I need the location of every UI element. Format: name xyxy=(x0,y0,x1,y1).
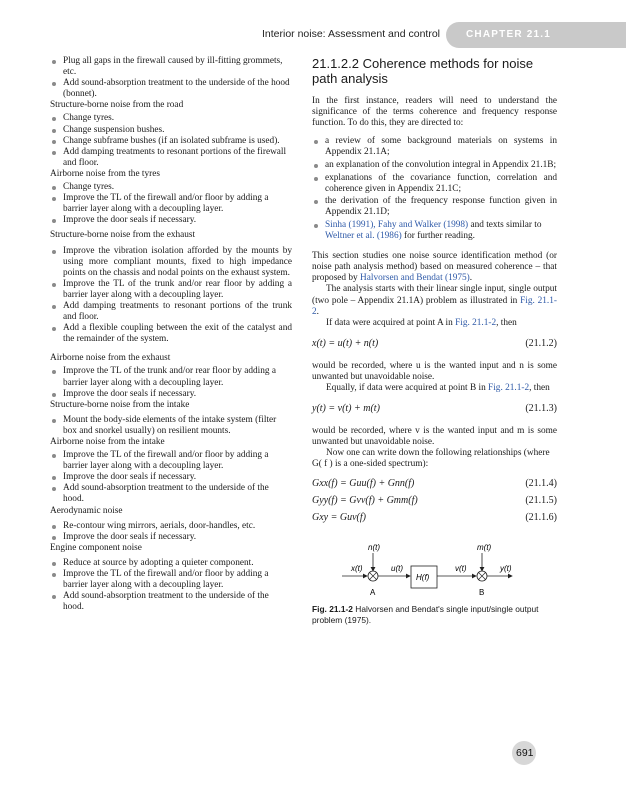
label-y: y(t) xyxy=(500,564,512,574)
citation-link[interactable]: Sinha (1991), Fahy and Walker (1998) xyxy=(325,219,469,230)
label-h: H(f) xyxy=(416,573,430,583)
label-u: u(t) xyxy=(391,564,403,574)
equation-number: (21.1.4) xyxy=(525,478,557,490)
left-column xyxy=(50,56,292,613)
equation-number: (21.1.6) xyxy=(525,512,557,524)
list-item: Plug all gaps in the firewall caused by ill-fitting grommets, etc. xyxy=(50,56,292,78)
equation-number: (21.1.3) xyxy=(525,403,557,415)
list-exhaust-airborne xyxy=(50,366,292,399)
chapter-tab xyxy=(446,22,626,48)
equation xyxy=(312,478,557,492)
section-engine-component: Engine component noise xyxy=(50,542,142,553)
list-aerodynamic xyxy=(50,521,292,543)
figure-link[interactable]: Fig. 21.1-2 xyxy=(455,317,497,328)
paragraph: Now one can write down the following relationships (where G( f ) is a one-sided spectrum): xyxy=(312,448,550,470)
paragraph: If data were acquired at point A in Fig. 21.1-2, then xyxy=(326,317,517,328)
figure-link[interactable]: Fig. 21.1-2 xyxy=(312,295,558,317)
section-intake-airborne: Airborne noise from the intake xyxy=(50,437,165,447)
running-title: Interior noise: Assessment and control xyxy=(261,28,440,40)
list-item: Improve the TL of the trunk and/or rear floor by adding a barrier layer along with a decoupling layer. xyxy=(50,366,292,388)
equation-expression: Gxx(f) = Guu(f) + Gnn(f) xyxy=(312,478,415,490)
equation xyxy=(312,338,557,352)
list-intake-structure xyxy=(50,415,292,437)
list-item: Mount the body-side elements of the intake system (filter box and snorkel usually) on resilient mounts. xyxy=(50,415,292,437)
list-item: Add sound-absorption treatment to the underside of the hood. xyxy=(50,483,292,505)
page-header xyxy=(0,22,626,48)
list-item: Reduce at source by adopting a quieter component. xyxy=(50,558,292,569)
section-tyres-airborne: Airborne noise from the tyres xyxy=(50,168,160,179)
list-tyres xyxy=(50,182,292,226)
figure-link[interactable]: Fig. 21.1-2 xyxy=(488,382,530,393)
list-item: Add damping treatments to resonant portions of the firewall and floor. xyxy=(50,147,292,169)
list-item: Improve the vibration isolation afforded by the mounts by using more compliant mounts, fixed to high impedance points on the chassis and nodal points on the exhaust system. xyxy=(50,246,292,279)
paragraph: The analysis starts with their linear single input, single output (two pole – Appendix 21.1A) problem as illustrated in Fig. 21.1-2. xyxy=(312,284,558,317)
equation-number: (21.1.5) xyxy=(525,495,557,507)
right-column xyxy=(312,56,557,626)
list-item: Improve the TL of the firewall and/or floor by adding a barrier layer along with a decoupling layer. xyxy=(50,450,292,472)
equation-expression: Gxy = Guv(f) xyxy=(312,512,366,524)
list-item: Improve the TL of the firewall and/or floor by adding a barrier layer along with a decoupling layer. xyxy=(50,569,292,591)
equation-expression: x(t) = u(t) + n(t) xyxy=(312,337,379,349)
intro-paragraph: In the first instance, readers will need to understand the significance of the terms coherence and frequency response function. To do this, they are directed to: xyxy=(312,96,557,129)
section-exhaust-airborne: Airborne noise from the exhaust xyxy=(50,353,171,364)
list-item: explanations of the covariance function, correlation and coherence given in Appendix 21.1C; xyxy=(312,173,557,195)
list-item: Improve the door seals if necessary. xyxy=(50,472,292,483)
paragraph: Equally, if data were acquired at point B in Fig. 21.1-2, then xyxy=(326,382,550,393)
section-exhaust-structure: Structure-borne noise from the exhaust xyxy=(50,230,196,241)
equation xyxy=(312,495,557,509)
equation xyxy=(312,403,557,417)
label-v: v(t) xyxy=(455,564,467,574)
figure-caption: Fig. 21.1-2 Halvorsen and Bendat's single input/single output problem (1975). xyxy=(312,604,539,625)
list-item: Improve the TL of the firewall and/or floor by adding a barrier layer along with a decoupling layer. xyxy=(50,193,292,215)
list-intake-airborne xyxy=(50,450,292,505)
list-item: a review of some background materials on systems in Appendix 21.1A; xyxy=(312,136,557,158)
list-firewall xyxy=(50,56,292,100)
section-aerodynamic: Aerodynamic noise xyxy=(50,505,123,516)
point-b-label: B xyxy=(479,588,485,598)
page-number xyxy=(512,741,552,765)
list-item: Improve the door seals if necessary. xyxy=(50,389,292,400)
label-m: m(t) xyxy=(477,543,492,553)
citation-link[interactable]: Weltner et al. (1986) xyxy=(325,231,402,242)
list-item: Improve the door seals if necessary. xyxy=(50,215,292,226)
reference-list xyxy=(312,136,557,242)
list-engine-component xyxy=(50,558,292,613)
equation-group xyxy=(312,478,557,526)
list-item: Change tyres. xyxy=(50,113,292,124)
chapter-label: CHAPTER 21.1 xyxy=(466,29,551,40)
list-item: Improve the door seals if necessary. xyxy=(50,532,292,543)
list-item: Add damping treatments to resonant portions of the trunk and floor. xyxy=(50,301,292,323)
system-diagram xyxy=(312,540,557,626)
point-a-label: A xyxy=(370,588,376,598)
equation-expression: Gyy(f) = Gvv(f) + Gmm(f) xyxy=(312,495,418,507)
list-item: the derivation of the frequency response function given in Appendix 21.1D; xyxy=(312,196,557,218)
paragraph: would be recorded, where v is the wanted input and m is some unwanted but unavoidable noise. xyxy=(312,426,557,448)
label-x: x(t) xyxy=(351,564,363,574)
equation-expression: y(t) = v(t) + m(t) xyxy=(312,403,380,415)
section-heading: 21.1.2.2 Coherence methods for noise path analysis xyxy=(312,56,534,86)
paragraph: This section studies one noise source identification method (or noise path analysis method) based on measured coherence – that proposed by Halvorsen and Bendat (1975). xyxy=(312,251,557,284)
list-item: Re-contour wing mirrors, aerials, door-handles, etc. xyxy=(50,521,292,532)
section-road-structure: Structure-borne noise from the road xyxy=(50,100,184,111)
list-item: an explanation of the convolution integral in Appendix 21.1B; xyxy=(312,160,557,171)
list-item: Add a flexible coupling between the exit of the catalyst and the remainder of the system. xyxy=(50,323,292,345)
section-intake-structure: Structure-borne noise from the intake xyxy=(50,399,190,410)
list-road xyxy=(50,113,292,168)
list-item: Change subframe bushes (if an isolated subframe is used). xyxy=(50,136,292,147)
page-number-text: 691 xyxy=(516,747,534,759)
list-exhaust-structure xyxy=(50,246,292,346)
equation xyxy=(312,512,557,526)
list-item: Change tyres. xyxy=(50,182,292,193)
paragraph: would be recorded, where u is the wanted input and n is some unwanted but unavoidable noise. xyxy=(312,360,557,382)
equation-number: (21.1.2) xyxy=(525,337,557,349)
list-item: Add sound-absorption treatment to the underside of the hood (bonnet). xyxy=(50,78,292,100)
label-n: n(t) xyxy=(368,543,380,553)
list-item: Change suspension bushes. xyxy=(50,125,292,136)
list-item: Improve the TL of the trunk and/or rear floor by adding a barrier layer along with a decoupling layer. xyxy=(50,279,292,301)
citation-link[interactable]: Halvorsen and Bendat (1975) xyxy=(360,273,470,284)
list-item: Sinha (1991), Fahy and Walker (1998) and texts similar to Weltner et al. (1986) for further reading. xyxy=(312,220,557,242)
list-item: Add sound-absorption treatment to the underside of the hood. xyxy=(50,591,292,613)
